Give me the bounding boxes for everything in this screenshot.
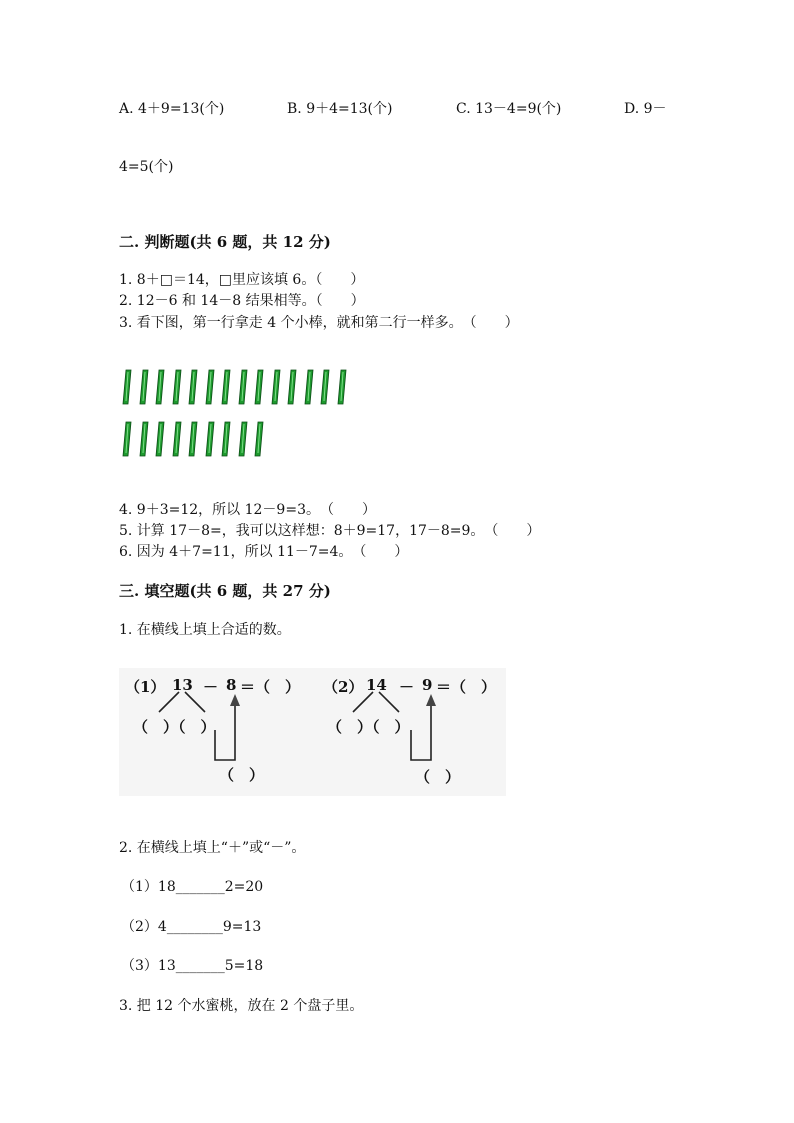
- stick: [121, 369, 133, 405]
- fig1-label: （1）: [125, 678, 166, 696]
- fill-q2-item-1: （1）18_______2=20: [121, 879, 264, 895]
- fig2-subtrahend: 9: [422, 676, 433, 694]
- section-2-heading: 二. 判断题(共 6 题，共 12 分): [119, 233, 331, 251]
- judge-item-6: 6. 因为 4＋7=11，所以 11－7=4。 （ ）: [119, 544, 409, 560]
- option-b: B. 9＋4=13(个): [287, 101, 393, 117]
- fig2-answer: ＝（ ）: [436, 678, 497, 696]
- judge-item-5: 5. 计算 17－8=，我可以这样想：8＋9=17，17－8=9。 （ ）: [119, 523, 541, 539]
- judge-item-1: 1. 8＋□＝14，□里应该填 6。（ ）: [119, 272, 365, 288]
- option-d-continued: 4=5(个): [119, 159, 174, 175]
- stick: [171, 421, 183, 457]
- fig1-minuend: 13: [172, 676, 193, 694]
- option-a: A. 4＋9=13(个): [119, 101, 225, 117]
- fig1-result: （ ）: [219, 766, 265, 784]
- stick: [286, 369, 298, 405]
- stick: [220, 421, 232, 457]
- fill-q1-prompt: 1. 在横线上填上合适的数。: [119, 622, 291, 638]
- fill-q2-item-3: （3）13_______5=18: [121, 958, 264, 974]
- fig1-split: （ ）（ ）: [133, 718, 216, 736]
- fig2-split: （ ）（ ）: [327, 718, 410, 736]
- fill-q2-item-2: （2）4________9=13: [121, 919, 262, 935]
- fill-q2-prompt: 2. 在横线上填上“＋”或“－”。: [119, 840, 306, 856]
- judge-item-4: 4. 9＋3=12，所以 12－9=3。 （ ）: [119, 502, 376, 518]
- judge-item-2: 2. 12－6 和 14－8 结果相等。（ ）: [119, 293, 365, 309]
- stick: [154, 369, 166, 405]
- section-3-heading: 三. 填空题(共 6 题，共 27 分): [119, 582, 331, 600]
- stick: [237, 369, 249, 405]
- decomposition-figure: [119, 668, 506, 796]
- stick: [253, 369, 265, 405]
- stick: [253, 421, 265, 457]
- fig1-minus: －: [203, 678, 219, 696]
- stick-row-2: [121, 421, 271, 457]
- stick: [187, 369, 199, 405]
- stick-row-1: [121, 369, 361, 405]
- stick: [220, 369, 232, 405]
- stick: [138, 421, 150, 457]
- judge-item-3: 3. 看下图，第一行拿走 4 个小棒，就和第二行一样多。 （ ）: [119, 315, 519, 331]
- fig2-minus: －: [399, 678, 415, 696]
- fig1-answer: ＝（ ）: [240, 678, 301, 696]
- stick: [336, 369, 348, 405]
- fig2-minuend: 14: [366, 676, 387, 694]
- option-d: D. 9－: [624, 101, 667, 117]
- stick: [171, 369, 183, 405]
- fill-q3-prompt: 3. 把 12 个水蜜桃，放在 2 个盘子里。: [119, 998, 364, 1014]
- stick: [121, 421, 133, 457]
- stick: [270, 369, 282, 405]
- option-c: C. 13－4=9(个): [456, 101, 562, 117]
- stick: [187, 421, 199, 457]
- fig2-result: （ ）: [415, 768, 461, 786]
- fig2-label: （2）: [323, 678, 364, 696]
- stick: [204, 369, 216, 405]
- stick: [303, 369, 315, 405]
- fig1-subtrahend: 8: [226, 676, 237, 694]
- stick: [154, 421, 166, 457]
- stick: [138, 369, 150, 405]
- stick: [319, 369, 331, 405]
- stick: [237, 421, 249, 457]
- stick: [204, 421, 216, 457]
